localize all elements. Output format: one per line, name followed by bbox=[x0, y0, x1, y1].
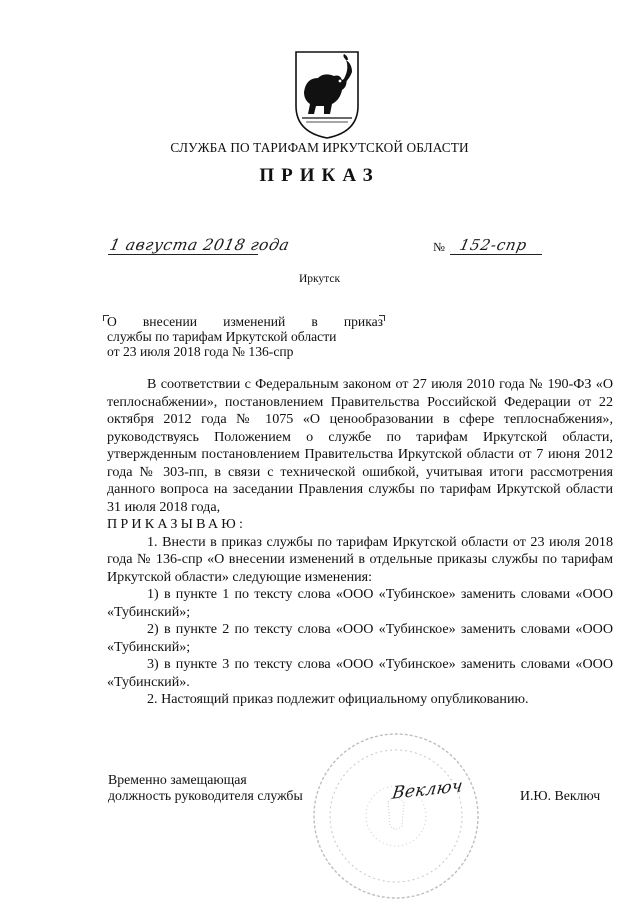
order-item-1: 1. Внести в приказ службы по тарифам Иркутской области от 23 июля 2018 года № 136-спр «О внесении изменений в отдельные приказы службы по тарифам Иркутской области» следующие изменения: bbox=[107, 533, 613, 585]
handwritten-signature: Веключ bbox=[390, 776, 465, 804]
subject-block bbox=[107, 314, 383, 359]
document-type-title: ПРИКАЗ bbox=[259, 165, 380, 186]
preamble-paragraph: В соответствии с Федеральным законом от 27 июля 2010 года № 190-ФЗ «О теплоснабжении», постановлением Правительства Российской Федерации от 22 октября 2012 года № 1075 «О ценообразовании в сфере теплоснабжения», руководствуясь Положением о службе по тарифам Иркутской области, утвержденным постановлением Правительства Иркутской области от 7 июня 2012 года № 303-пп, в связи с технической ошибкой, учитывая итоги рассмотрения данного вопроса на заседании Правления службы по тарифам Иркутской области 31 июля 2018 года, bbox=[107, 376, 613, 515]
subject-line: О внесении изменений в приказ bbox=[107, 314, 383, 329]
number-underline bbox=[450, 254, 542, 255]
order-word: ПРИКАЗЫВАЮ: bbox=[107, 516, 247, 532]
handwritten-number: 152-спр bbox=[458, 236, 529, 254]
order-subitem-1: 1) в пункте 1 по тексту слова «ООО «Тубинское» заменить словами «ООО «Тубинский»; bbox=[107, 586, 613, 620]
signer-position bbox=[108, 772, 303, 804]
order-subitem-2: 2) в пункте 2 по тексту слова «ООО «Тубинское» заменить словами «ООО «Тубинский»; bbox=[107, 621, 613, 655]
signer-position-line: должность руководителя службы bbox=[108, 788, 303, 803]
city-name: Иркутск bbox=[298, 273, 341, 285]
signer-name: И.Ю. Веключ bbox=[520, 788, 601, 803]
order-item-2: 2. Настоящий приказ подлежит официальному опубликованию. bbox=[147, 691, 529, 707]
agency-name: СЛУЖБА ПО ТАРИФАМ ИРКУТСКОЙ ОБЛАСТИ bbox=[170, 140, 469, 155]
handwritten-date: 1 августа 2018 года bbox=[108, 236, 292, 254]
subject-line: от 23 июля 2018 года № 136-спр bbox=[107, 344, 294, 359]
document-body bbox=[107, 376, 613, 709]
order-subitem-3: 3) в пункте 3 по тексту слова «ООО «Тубинское» заменить словами «ООО «Тубинский». bbox=[107, 656, 613, 690]
number-label: № bbox=[433, 240, 445, 254]
subject-line: службы по тарифам Иркутской области bbox=[107, 329, 337, 344]
signer-position-line: Временно замещающая bbox=[108, 772, 247, 787]
date-underline bbox=[108, 254, 258, 255]
round-official-seal-icon bbox=[296, 730, 496, 902]
bear-sable-coat-of-arms-icon bbox=[290, 48, 364, 140]
